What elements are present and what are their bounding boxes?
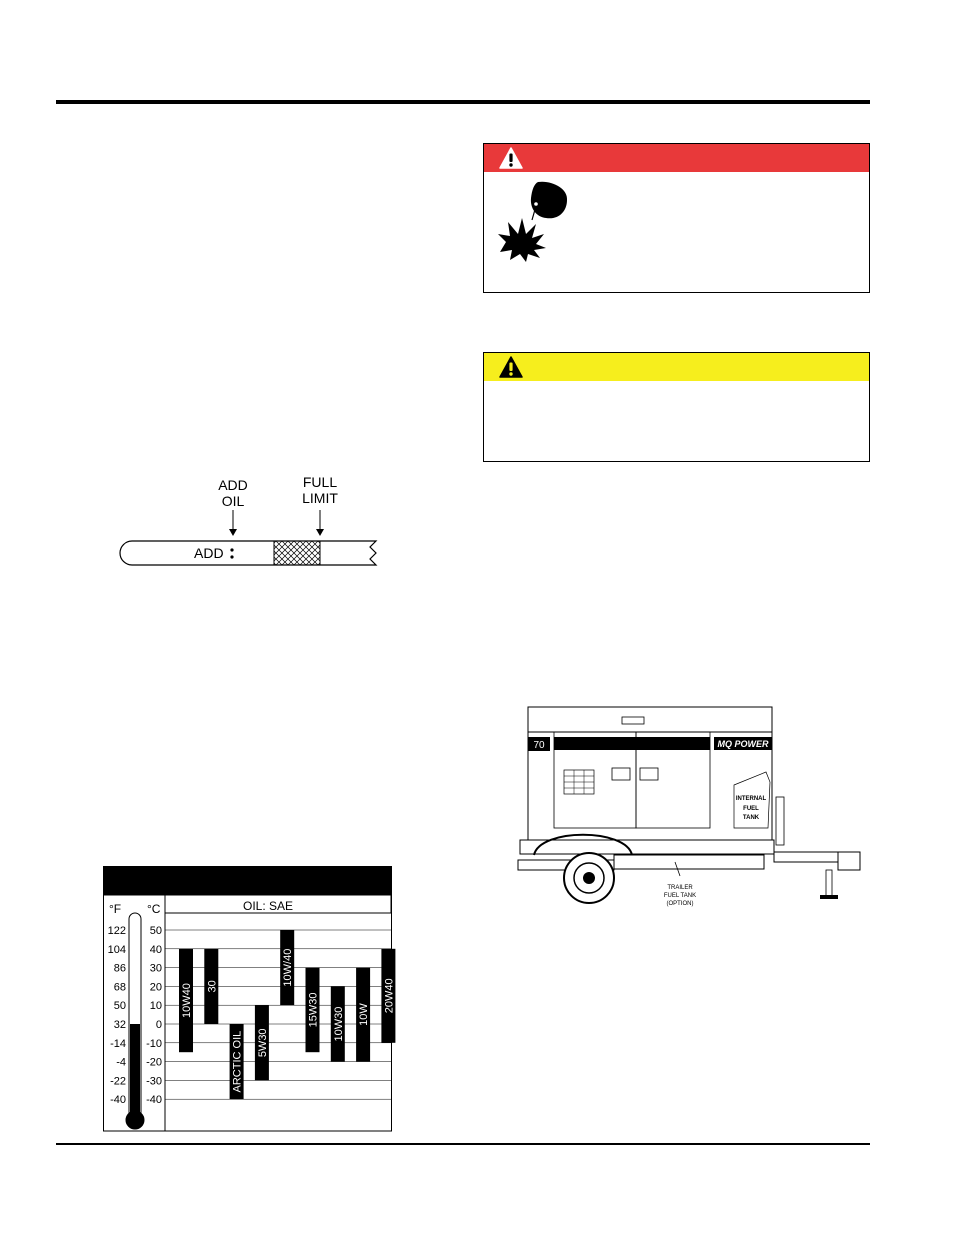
door-stripe-right	[636, 737, 710, 750]
explosion-icon	[496, 182, 574, 264]
caution-triangle-icon	[499, 356, 523, 378]
caution-box	[483, 352, 870, 462]
danger-header-band	[484, 144, 869, 172]
fahrenheit-tick-label: -22	[110, 1075, 126, 1088]
trailer-fuel-tank	[614, 855, 764, 869]
oil-viscosity-chart	[103, 866, 396, 1132]
add-oil-label-line2: OIL	[221, 493, 245, 509]
oil-grade-label: 10W	[358, 1003, 371, 1026]
fahrenheit-tick-label: -4	[116, 1056, 126, 1069]
full-limit-label-line1: FULL	[302, 474, 338, 490]
dipstick-body	[120, 541, 376, 565]
model-badge: 70	[533, 740, 545, 751]
add-mark-dot-top	[230, 548, 233, 551]
oil-sae-header: OIL: SAE	[242, 899, 294, 913]
full-limit-label-line2: LIMIT	[302, 490, 338, 506]
celsius-tick-label: 20	[149, 981, 162, 994]
fahrenheit-unit: °F	[109, 902, 122, 916]
caution-header-band	[484, 353, 869, 381]
trailer-deck	[520, 840, 774, 854]
celsius-tick-label: -20	[146, 1056, 162, 1069]
generator-roof	[528, 707, 772, 732]
full-limit-arrowhead	[316, 529, 324, 536]
fahrenheit-tick-label: 32	[113, 1019, 126, 1031]
trailer-tank-label-line3: (OPTION)	[666, 901, 694, 907]
roof-vent	[622, 717, 644, 724]
add-oil-label-line1: ADD	[218, 477, 248, 493]
oil-grade-label: 10W40	[181, 983, 193, 1018]
brand-logo: MQ POWER	[717, 739, 769, 749]
fahrenheit-tick-label: -40	[110, 1094, 126, 1107]
celsius-tick-label: 40	[149, 943, 162, 956]
generator-trailer-diagram	[514, 700, 864, 910]
internal-tank-label-line1: INTERNAL	[735, 796, 767, 802]
fahrenheit-tick-label: 68	[113, 981, 126, 994]
trailer-post	[776, 797, 784, 845]
oil-grade-label: 10W30	[332, 1006, 345, 1042]
celsius-tick-label: -30	[146, 1075, 162, 1088]
celsius-tick-label: 10	[149, 1000, 162, 1013]
dipstick-add-text: ADD	[194, 545, 224, 561]
fahrenheit-tick-label: 86	[113, 962, 126, 975]
bottom-rule	[56, 1143, 870, 1145]
celsius-tick-label: 30	[149, 962, 162, 975]
add-oil-arrowhead	[229, 529, 237, 536]
danger-box	[483, 143, 870, 293]
oil-grade-label: 5W30	[256, 1028, 269, 1058]
internal-tank-label-line3: TANK	[742, 815, 760, 821]
door-stripe-left	[554, 737, 636, 750]
oil-grade-label: 10W/40	[282, 948, 295, 987]
fahrenheit-tick-label: 104	[107, 943, 126, 956]
celsius-unit: °C	[147, 902, 161, 916]
oil-grade-label: 15W30	[307, 992, 320, 1028]
thermometer-bulb	[126, 1111, 144, 1129]
jack-foot	[820, 895, 838, 899]
trailer-tongue	[774, 852, 840, 862]
fahrenheit-tick-label: 50	[113, 1000, 126, 1013]
celsius-tick-label: 50	[149, 925, 162, 937]
top-rule	[56, 100, 870, 104]
chart-title-bar	[103, 866, 392, 895]
warning-triangle-icon	[499, 147, 523, 169]
hub-center	[583, 872, 595, 884]
internal-tank-label-line2: FUEL	[743, 806, 759, 812]
fahrenheit-tick-label: -14	[110, 1037, 126, 1050]
add-mark-dot-bottom	[230, 555, 233, 558]
thermometer-mercury	[130, 1024, 140, 1116]
trailer-tank-label-line2: FUEL TANK	[663, 893, 697, 899]
thermometer-icon	[126, 913, 144, 1129]
full-limit-label	[295, 474, 345, 506]
oil-grade-label: 30	[206, 980, 219, 993]
celsius-tick-label: -10	[146, 1037, 162, 1050]
trailer-tank-label-line1: TRAILER	[667, 885, 693, 891]
full-range-crosshatch	[274, 541, 320, 565]
oil-grade-label: ARCTIC OIL	[231, 1030, 244, 1093]
jack-stand	[826, 870, 832, 896]
oil-grade-label: 20W40	[383, 978, 396, 1014]
tongue-end	[838, 852, 860, 870]
celsius-tick-label: 0	[155, 1019, 162, 1031]
dipstick-diagram	[120, 505, 380, 571]
celsius-tick-label: -40	[146, 1094, 162, 1107]
fahrenheit-tick-label: 122	[107, 925, 126, 937]
